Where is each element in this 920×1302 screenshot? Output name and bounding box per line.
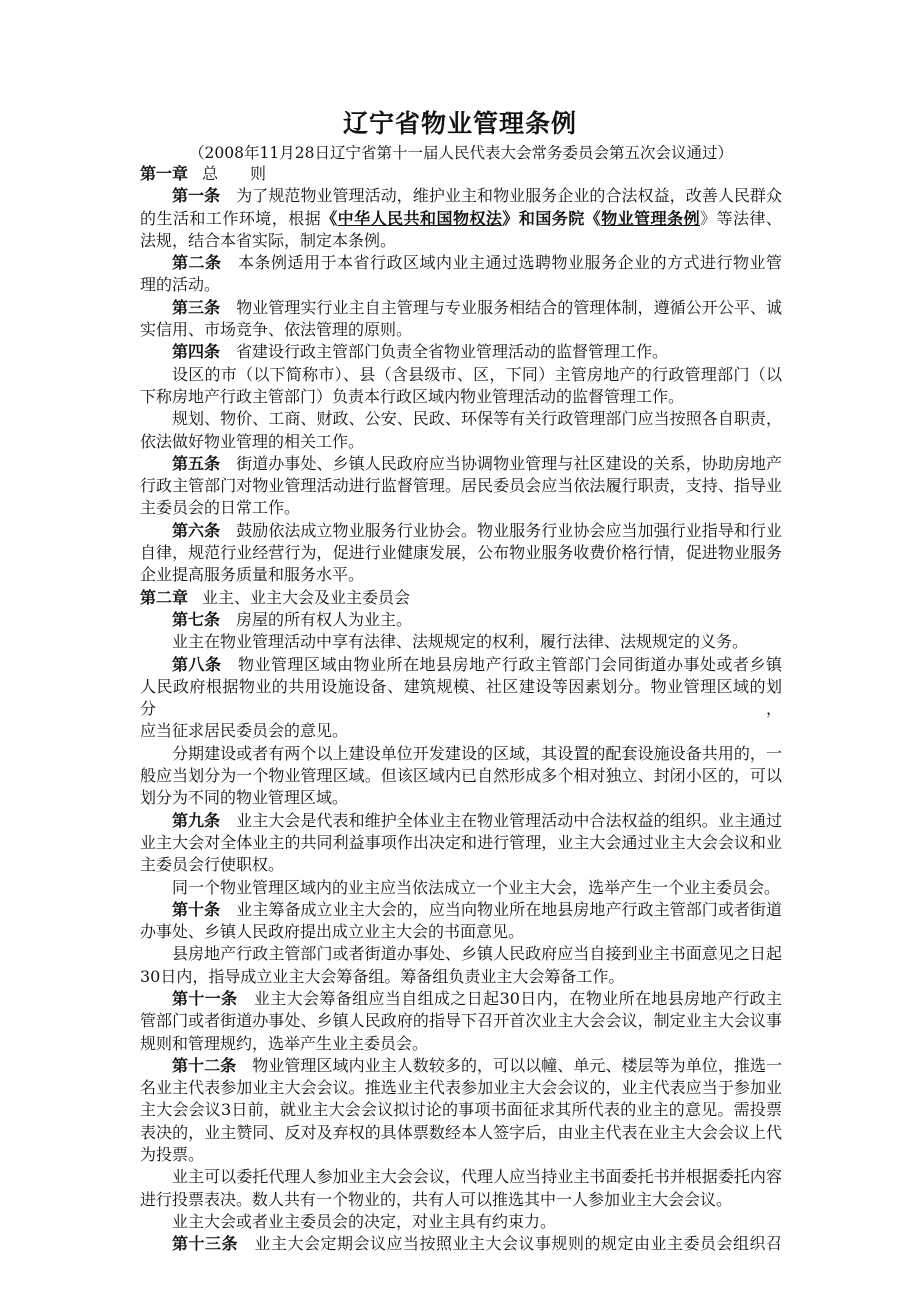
text-segment: 名业主代表参加业主大会会议。推选业主代表参加业主大会会议的，业主代表应当于参加业 [140, 1078, 782, 1098]
text-line [140, 408, 782, 430]
article-paragraph [140, 408, 782, 453]
text-segment: 下称房地产行政主管部门）负责本行政区域内物业管理活动的监督管理工作。 [140, 386, 685, 406]
text-line [140, 743, 782, 765]
article-label: 第十一条 [172, 988, 238, 1008]
chapter-label: 第一章 [140, 164, 189, 183]
article-paragraph [140, 631, 782, 653]
article-paragraph [140, 185, 782, 252]
article-label: 第十二条 [172, 1055, 237, 1075]
article-paragraph [140, 453, 782, 520]
text-segment: 行政主管部门对物业管理活动进行监督管理。居民委员会应当依法履行职责，支持、指导业 [140, 476, 782, 496]
text-line [140, 988, 782, 1010]
article-paragraph [140, 1166, 782, 1211]
text-line [140, 943, 782, 965]
article-paragraph [140, 943, 782, 988]
document-subtitle: （2008年11月28日辽宁省第十一届人民代表大会常务委员会第五次会议通过） [189, 144, 733, 162]
chapter-title: 业主、业主大会及业主委员会 [202, 587, 411, 607]
chapter-title: 总 则 [202, 164, 267, 183]
text-line [140, 676, 782, 721]
text-segment: 业主可以委托代理人参加业主大会会议，代理人应当持业主书面委托书并根据委托内容 [172, 1167, 782, 1187]
article-label: 第十三条 [172, 1234, 238, 1254]
text-segment: 表决的，业主赞同、反对及弃权的具体票数经本人签字后，由业主代表在业主大会会议上代 [140, 1122, 782, 1142]
text-line [140, 319, 782, 341]
text-line [140, 899, 782, 921]
text-line [140, 1122, 782, 1144]
article-label: 第六条 [172, 520, 221, 540]
text-line [140, 1233, 782, 1255]
text-line [140, 208, 782, 230]
text-line [140, 520, 782, 542]
article-paragraph [140, 654, 782, 743]
article-paragraph [140, 877, 782, 899]
text-line [140, 720, 782, 742]
text-line [140, 966, 782, 988]
text-line [140, 765, 782, 787]
text-line [140, 475, 782, 497]
text-segment: 法规，结合本省实际，制定本条例。 [140, 230, 397, 250]
article-paragraph [140, 1211, 782, 1233]
text-segment: 物业管理实行业主自主管理与专业服务相结合的管理体制，遵循公开公平、诚 [236, 297, 782, 317]
text-line [140, 1077, 782, 1099]
text-line [140, 431, 782, 453]
article-paragraph [140, 1233, 782, 1255]
text-line [140, 1033, 782, 1055]
article-label: 第二条 [172, 253, 222, 273]
text-segment: 划分为不同的物业管理区域。 [140, 788, 349, 808]
text-line [140, 631, 782, 653]
text-line [140, 542, 782, 564]
text-line [140, 1211, 782, 1233]
document-body [140, 163, 782, 1256]
text-segment: 省建设行政主管部门负责全省物业管理活动的监督管理工作。 [236, 342, 669, 362]
text-line [140, 230, 782, 252]
text-segment: 业主大会定期会议应当按照业主大会议事规则的规定由业主委员会组织召 [254, 1234, 782, 1254]
text-line [140, 564, 782, 586]
article-label: 第三条 [172, 297, 221, 317]
document-title: 辽宁省物业管理条例 [342, 109, 577, 138]
text-line [140, 386, 782, 408]
text-segment: 业主大会筹备组应当自组成之日起30日内，在物业所在地县房地产行政主 [253, 988, 782, 1008]
text-segment: 管部门或者街道办事处、乡镇人民政府的指导下召开首次业主大会会议，制定业主大会议事 [140, 1011, 782, 1031]
text-segment: 般应当划分为一个物业管理区域。但该区域内已自然形成多个相对独立、封闭小区的，可以 [140, 766, 782, 786]
text-segment: 鼓励依法成立物业服务行业协会。物业服务行业协会应当加强行业指导和行业 [236, 520, 782, 540]
text-segment: 业主在物业管理活动中享有法律、法规规定的权利，履行法律、法规规定的义务。 [172, 632, 749, 652]
text-line [140, 810, 782, 832]
article-label: 第十条 [172, 899, 221, 919]
text-segment: 进行投票表决。数人共有一个物业的，共有人可以推选其中一人参加业主大会会议。 [140, 1189, 733, 1209]
text-segment: 本条例适用于本省行政区域内业主通过选聘物业服务企业的方式进行物业管 [237, 253, 782, 273]
text-segment: 物业管理区域由物业所在地县房地产行政主管部门会同街道办事处或者乡镇 [237, 654, 782, 674]
law-title-link: 中华人民共和国物权法 [337, 208, 503, 228]
text-segment: 主委员会的日常工作。 [140, 498, 301, 518]
text-line [140, 341, 782, 363]
text-line [140, 609, 782, 631]
text-line [140, 1099, 782, 1121]
text-segment: 实信用、市场竞争、依法管理的原则。 [140, 320, 413, 340]
text-segment: 办事处、乡镇人民政府提出成立业主大会的书面意见。 [140, 922, 525, 942]
text-line [140, 1010, 782, 1032]
text-line [140, 787, 782, 809]
text-line [140, 297, 782, 319]
text-segment: 》和国务院《 [502, 208, 602, 228]
text-line [140, 364, 782, 386]
text-line [140, 1166, 782, 1188]
article-paragraph [140, 988, 782, 1055]
text-segment: 为了规范物业管理活动，维护业主和物业服务企业的合法权益，改善人民群众 [236, 186, 782, 206]
text-line [140, 185, 782, 207]
article-paragraph [140, 1055, 782, 1166]
article-paragraph [140, 810, 782, 877]
text-segment: 规划、物价、工商、财政、公安、民政、环保等有关行政管理部门应当按照各自职责， [172, 409, 782, 429]
text-segment: 人民政府根据物业的共用设施设备、建筑规模、社区建设等因素划分。物业管理区域的划分， [140, 676, 782, 719]
text-segment: 业主大会对全体业主的共同利益事项作出决定和进行管理，业主大会通过业主大会会议和业 [140, 832, 782, 852]
text-segment: 应当征求居民委员会的意见。 [140, 721, 349, 741]
article-label: 第九条 [172, 810, 221, 830]
text-segment: 《 [321, 208, 338, 228]
text-segment: 企业提高服务质量和服务水平。 [140, 565, 365, 585]
text-line [140, 274, 782, 296]
text-segment: 街道办事处、乡镇人民政府应当协调物业管理与社区建设的关系，协助房地产 [236, 453, 782, 473]
chapter-heading [140, 587, 782, 609]
article-label: 第七条 [172, 609, 221, 629]
text-segment: 自律，规范行业经营行为，促进行业健康发展，公布物业服务收费价格行情，促进物业服务 [140, 543, 782, 563]
text-segment: 规则和管理规约，选举产生业主委员会。 [140, 1033, 429, 1053]
text-segment: 主委员会行使职权。 [140, 855, 285, 875]
text-segment: 30日内，指导成立业主大会筹备组。筹备组负责业主大会筹备工作。 [140, 966, 625, 986]
text-segment: 县房地产行政主管部门或者街道办事处、乡镇人民政府应当自接到业主书面意见之日起 [172, 944, 782, 964]
text-segment: 物业管理区域内业主人数较多的，可以以幢、单元、楼层等为单位，推选一 [252, 1055, 782, 1075]
article-label: 第四条 [172, 342, 221, 362]
article-paragraph [140, 899, 782, 944]
text-segment: 的生活和工作环境，根据 [140, 208, 322, 228]
text-line [140, 453, 782, 475]
text-line [140, 921, 782, 943]
text-segment: 设区的市（以下简称市）、县（含县级市、区，下同）主管房地产的行政管理部门（以 [172, 364, 782, 384]
text-segment: 理的活动。 [140, 275, 221, 295]
article-paragraph [140, 252, 782, 297]
text-line [140, 832, 782, 854]
text-line [140, 252, 782, 274]
article-paragraph [140, 520, 782, 587]
article-paragraph [140, 364, 782, 409]
text-line [140, 654, 782, 676]
article-paragraph [140, 609, 782, 631]
article-label: 第五条 [172, 453, 221, 473]
text-segment: 为投票。 [140, 1145, 205, 1165]
chapter-label: 第二章 [140, 587, 189, 607]
text-segment: 业主大会是代表和维护全体业主在物业管理活动中合法权益的组织。业主通过 [236, 810, 782, 830]
article-label: 第八条 [172, 654, 222, 674]
text-segment: 依法做好物业管理的相关工作。 [140, 431, 365, 451]
text-line [140, 877, 782, 899]
article-label: 第一条 [172, 186, 221, 206]
text-segment: 分期建设或者有两个以上建设单位开发建设的区域，其设置的配套设施设备共用的，一 [172, 743, 782, 763]
article-paragraph [140, 341, 782, 363]
text-segment: 》等法律、 [700, 208, 782, 228]
text-segment: 主大会会议3日前，就业主大会会议拟讨论的事项书面征求其所代表的业主的意见。需投票 [140, 1100, 782, 1120]
article-paragraph [140, 743, 782, 810]
article-paragraph [140, 297, 782, 342]
text-segment: 业主筹备成立业主大会的，应当向物业所在地县房地产行政主管部门或者街道 [236, 899, 782, 919]
text-line [140, 1144, 782, 1166]
text-line [140, 854, 782, 876]
text-line [140, 1189, 782, 1211]
text-line [140, 497, 782, 519]
text-segment: 房屋的所有权人为业主。 [236, 609, 413, 629]
text-line [140, 1055, 782, 1077]
text-segment: 同一个物业管理区域内的业主应当依法成立一个业主大会，选举产生一个业主委员会。 [172, 877, 781, 897]
chapter-heading [140, 163, 782, 185]
text-segment: 业主大会或者业主委员会的决定，对业主具有约束力。 [172, 1211, 557, 1231]
law-title-link: 物业管理条例 [601, 208, 701, 228]
